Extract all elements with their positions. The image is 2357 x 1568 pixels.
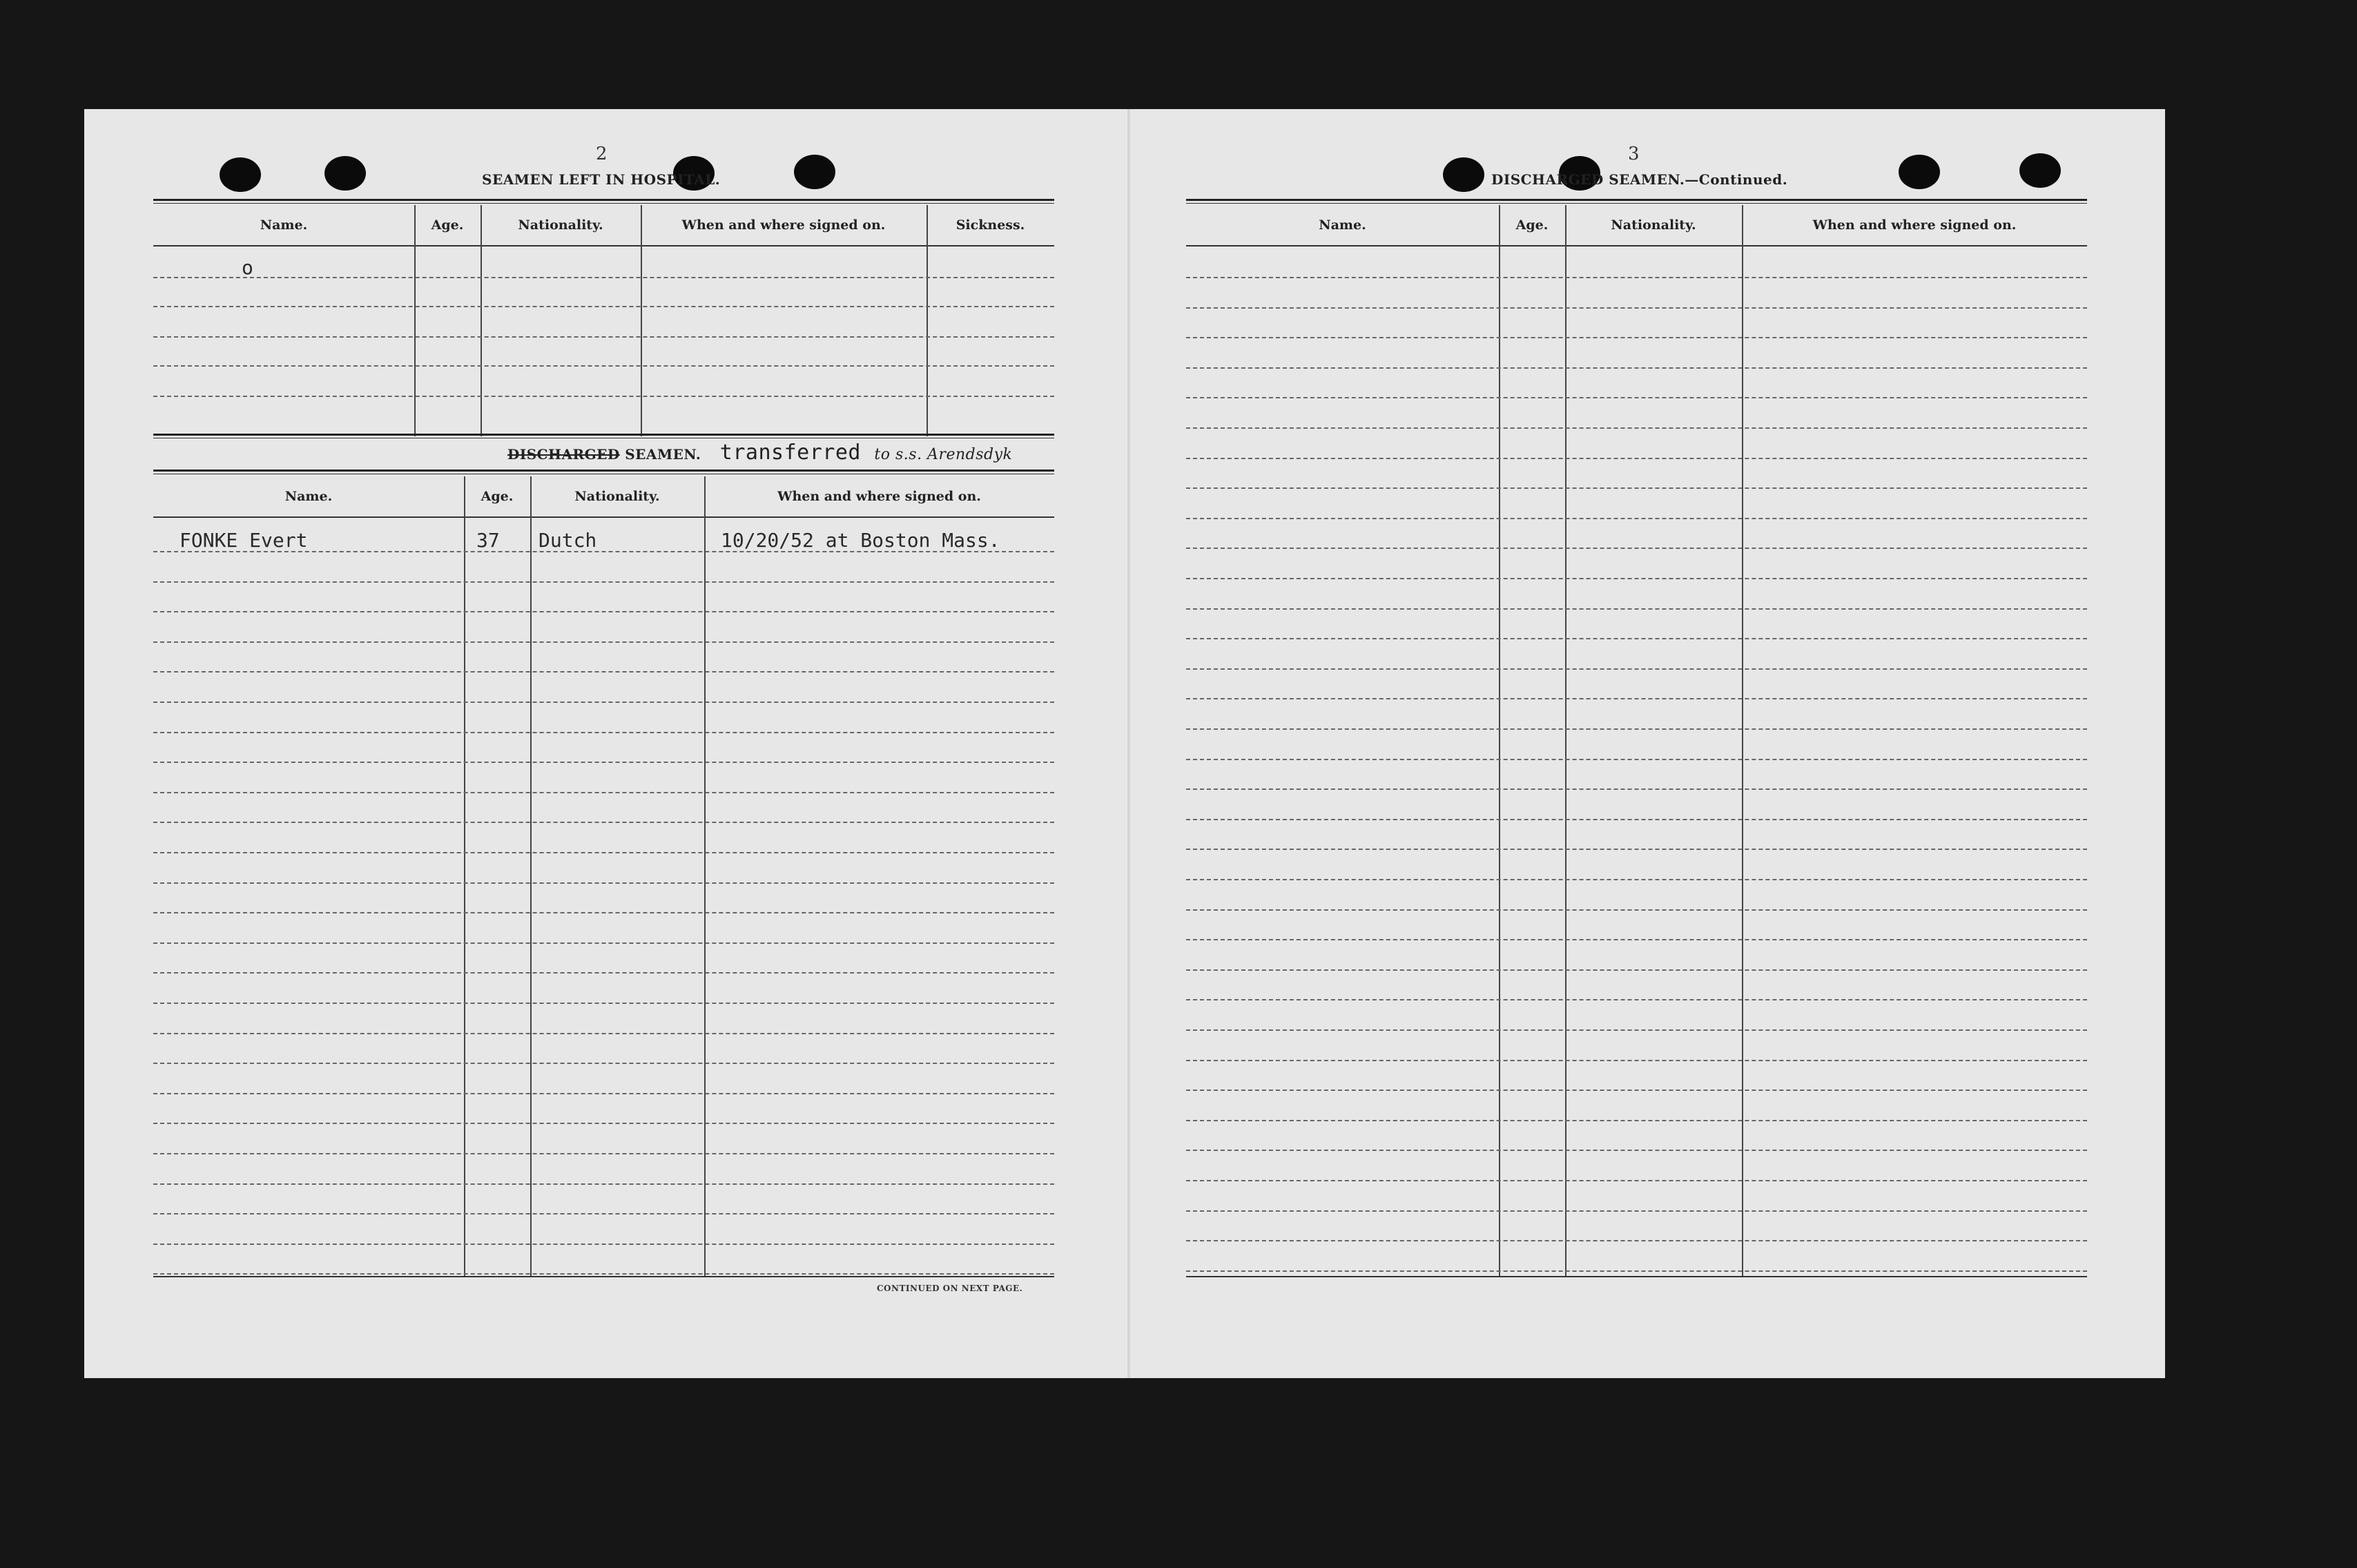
ruled-line xyxy=(153,852,1054,853)
table-cell-nationality: Dutch xyxy=(539,529,597,552)
ruled-line xyxy=(153,671,1054,672)
column-header: When and where signed on. xyxy=(777,489,981,504)
column-divider xyxy=(481,205,482,436)
column-header: When and where signed on. xyxy=(1812,217,2017,233)
title-rule xyxy=(153,470,1054,472)
ruled-line xyxy=(1186,1150,2087,1151)
page-number: 2 xyxy=(596,144,608,164)
ruled-lines xyxy=(153,476,1054,1276)
table-cell-signed-on: 10/20/52 at Boston Mass. xyxy=(721,529,1000,552)
ruled-line xyxy=(1186,1029,2087,1031)
ruled-line xyxy=(153,762,1054,763)
continued-footer: CONTINUED ON NEXT PAGE. xyxy=(877,1284,1023,1293)
column-header: Sickness. xyxy=(956,217,1025,233)
ruled-line xyxy=(153,1003,1054,1004)
ruled-line xyxy=(1186,728,2087,730)
ruled-line xyxy=(1186,1090,2087,1091)
ruled-line xyxy=(1186,759,2087,760)
ruled-line xyxy=(1186,337,2087,338)
ruled-line xyxy=(1186,518,2087,519)
ruled-line xyxy=(1186,1270,2087,1272)
ruled-line xyxy=(1186,879,2087,880)
ruled-line xyxy=(1186,698,2087,699)
ruled-line xyxy=(153,1243,1054,1245)
ruled-line xyxy=(153,611,1054,612)
ruled-line xyxy=(1186,427,2087,429)
punch-hole xyxy=(1443,157,1484,192)
ruled-line xyxy=(153,336,1054,338)
ruled-line xyxy=(1186,277,2087,278)
column-header: Age. xyxy=(1515,217,1549,233)
ruled-line xyxy=(153,882,1054,884)
ruled-line xyxy=(1186,487,2087,489)
ruled-line xyxy=(153,306,1054,307)
title-rule xyxy=(1186,199,2087,201)
table-cell-age: 37 xyxy=(476,529,500,552)
punch-hole xyxy=(794,155,835,189)
discharged-table xyxy=(153,476,1054,1276)
section-title-discharged-continued: DISCHARGED SEAMEN.—Continued. xyxy=(1491,171,1788,188)
column-header: Name. xyxy=(260,217,308,233)
column-header: Nationality. xyxy=(518,217,603,233)
ruled-line xyxy=(1186,608,2087,610)
column-divider xyxy=(927,205,928,436)
section-rule xyxy=(153,434,1054,436)
ruled-line xyxy=(1186,1060,2087,1061)
ruled-line xyxy=(153,792,1054,793)
ruled-line xyxy=(1186,1210,2087,1212)
ruled-line xyxy=(1186,849,2087,850)
ruled-line xyxy=(153,1123,1054,1124)
punch-hole xyxy=(1899,155,1940,189)
ruled-line xyxy=(153,972,1054,974)
ruled-line xyxy=(153,1093,1054,1094)
section-title-discharged xyxy=(507,441,1012,465)
ruled-line xyxy=(1186,1120,2087,1121)
ruled-line xyxy=(1186,668,2087,670)
ruled-line xyxy=(1186,638,2087,639)
ruled-line xyxy=(153,732,1054,733)
column-header: Name. xyxy=(284,489,333,504)
ruled-line xyxy=(1186,819,2087,820)
typed-annotation: transferred xyxy=(719,441,861,465)
ruled-line xyxy=(1186,969,2087,971)
ruled-line xyxy=(153,1273,1054,1275)
hospital-table xyxy=(153,205,1054,436)
ruled-line xyxy=(1186,548,2087,549)
ruled-line xyxy=(153,396,1054,397)
punch-hole xyxy=(324,156,366,191)
ruled-line xyxy=(1186,397,2087,398)
struck-heading-word: DISCHARGED xyxy=(507,446,620,463)
table-cell-name: o xyxy=(242,256,253,279)
title-rule xyxy=(153,199,1054,201)
ruled-line xyxy=(1186,1180,2087,1181)
heading-word: SEAMEN. xyxy=(625,446,701,463)
ruled-line xyxy=(153,912,1054,913)
column-divider xyxy=(414,205,416,436)
page-fold xyxy=(1127,109,1130,1378)
column-header: Age. xyxy=(481,489,514,504)
ruled-line xyxy=(1186,909,2087,911)
ruled-line xyxy=(153,942,1054,944)
ruled-line xyxy=(153,277,1054,278)
column-header: Name. xyxy=(1319,217,1366,233)
discharged-continued-table xyxy=(1186,205,2087,1276)
ruled-line xyxy=(153,701,1054,703)
column-divider xyxy=(641,205,642,436)
ruled-line xyxy=(153,1153,1054,1154)
punch-hole xyxy=(220,157,261,192)
column-header: Age. xyxy=(431,217,464,233)
ruled-line xyxy=(1186,788,2087,790)
ruled-line xyxy=(153,581,1054,583)
column-header: When and where signed on. xyxy=(681,217,886,233)
section-title-hospital: SEAMEN LEFT IN HOSPITAL. xyxy=(482,171,721,188)
table-bottom-rule xyxy=(1186,1276,2087,1277)
ruled-line xyxy=(153,365,1054,367)
ruled-line xyxy=(153,1213,1054,1214)
column-header: Nationality. xyxy=(574,489,660,504)
ruled-line xyxy=(1186,307,2087,309)
ruled-line xyxy=(1186,939,2087,940)
table-bottom-rule xyxy=(153,1276,1054,1277)
ruled-line xyxy=(1186,578,2087,579)
ruled-line xyxy=(1186,999,2087,1000)
punch-hole xyxy=(2019,153,2061,188)
ruled-lines xyxy=(1186,205,2087,1276)
column-header: Nationality. xyxy=(1611,217,1696,233)
page-number: 3 xyxy=(1628,144,1640,164)
ruled-line xyxy=(153,641,1054,643)
ruled-line xyxy=(153,1033,1054,1034)
table-cell-name: FONKE Evert xyxy=(180,529,308,552)
handwritten-annotation: to s.s. Arendsdyk xyxy=(874,446,1013,463)
ruled-line xyxy=(153,822,1054,823)
ruled-line xyxy=(153,1063,1054,1064)
ruled-line xyxy=(1186,458,2087,459)
ruled-line xyxy=(153,1183,1054,1185)
ruled-line xyxy=(1186,1240,2087,1241)
ruled-line xyxy=(1186,367,2087,369)
